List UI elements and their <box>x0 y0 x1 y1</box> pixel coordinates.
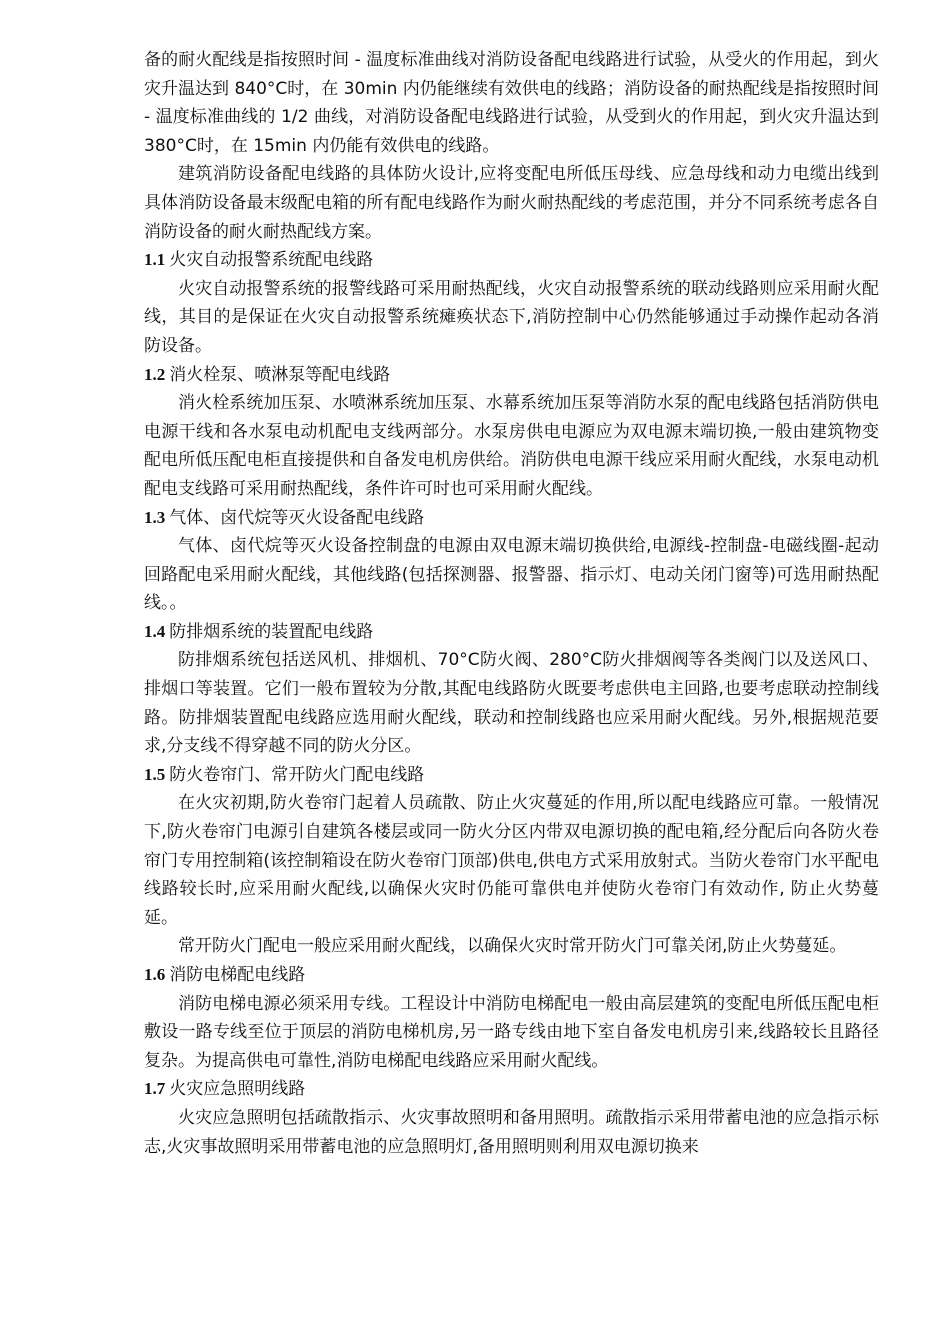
section-title: 消防电梯配电线路 <box>169 965 306 985</box>
section-heading-1-5 <box>144 761 879 790</box>
section-paragraph: 防排烟系统包括送风机、排烟机、70°C防火阀、280°C防火排烟阀等各类阀门以及送风口、排烟口等装置。它们一般布置较为分散,其配电线路防火既要考虑供电主回路,也要考虑联动控制线路。防排烟装置配电线路应选用耐火配线，联动和控制线路也应采用耐火配线。另外,根据规范要求,分支线不得穿越不同的防火分区。 <box>144 650 879 757</box>
section-paragraph: 气体、卤代烷等灭火设备控制盘的电源由双电源末端切换供给,电源线-控制盘-电磁线圈-起动回路配电采用耐火配线，其他线路(包括探测器、报警器、指示灯、电动关闭门窗等)可选用耐热配线。。 <box>144 536 879 614</box>
section-number: 1.5 <box>144 764 166 784</box>
section-paragraph: 火灾应急照明包括疏散指示、火灾事故照明和备用照明。疏散指示采用带蓄电池的应急指示标志,火灾事故照明采用带蓄电池的应急照明灯,备用照明则利用双电源切换来 <box>144 1107 879 1157</box>
section-title: 消火栓泵、喷淋泵等配电线路 <box>169 364 391 385</box>
section-title: 火灾自动报警系统配电线路 <box>169 250 374 271</box>
section-number: 1.1 <box>144 250 166 270</box>
section-number: 1.3 <box>144 507 166 527</box>
section-heading-1-3 <box>144 504 879 533</box>
section-heading-1-2 <box>144 361 879 390</box>
section-paragraph: 消防电梯电源必须采用专线。工程设计中消防电梯配电一般由高层建筑的变配电所低压配电柜敷设一路专线至位于顶层的消防电梯机房,另一路专线由地下室自备发电机房引来,线路较长且路径复杂。为提高供电可靠性,消防电梯配电线路应采用耐火配线。 <box>144 993 879 1071</box>
section-heading-1-6 <box>144 961 879 990</box>
section-heading-1-7 <box>144 1075 879 1104</box>
section-number: 1.7 <box>144 1079 166 1099</box>
section-paragraph: 常开防火门配电一般应采用耐火配线，以确保火灾时常开防火门可靠关闭,防止火势蔓延。 <box>178 936 847 957</box>
section-number: 1.6 <box>144 965 166 984</box>
section-paragraph: 消火栓系统加压泵、水喷淋系统加压泵、水幕系统加压泵等消防水泵的配电线路包括消防供电电源干线和各水泵电动机配电支线两部分。水泵房供电电源应为双电源末端切换,一般由建筑物变配电所低压配电柜直接提供和自备发电机房供给。消防供电电源干线应采用耐火配线，水泵电动机配电支线路可采用耐热配线，条件许可时也可采用耐火配线。 <box>144 393 879 499</box>
document-page <box>144 46 879 1161</box>
section-paragraph: 在火灾初期,防火卷帘门起着人员疏散、防止火灾蔓延的作用,所以配电线路应可靠。一般情况下,防火卷帘门电源引自建筑各楼层或同一防火分区内带双电源切换的配电箱,经分配后向各防火卷帘门专用控制箱(该控制箱设在防火卷帘门顶部)供电,供电方式采用放射式。当防火卷帘门水平配电线路较长时,应采用耐火配线,以确保火灾时仍能可靠供电并使防火卷帘门有效动作, 防止火势蔓延。 <box>144 793 879 928</box>
section-title: 防排烟系统的装置配电线路 <box>169 621 374 642</box>
section-heading-1-4 <box>144 618 879 647</box>
section-heading-1-1 <box>144 246 879 275</box>
section-number: 1.4 <box>144 621 166 641</box>
section-title: 火灾应急照明线路 <box>169 1079 306 1100</box>
section-paragraph: 火灾自动报警系统的报警线路可采用耐热配线，火灾自动报警系统的联动线路则应采用耐火配线，其目的是保证在火灾自动报警系统瘫痪状态下,消防控制中心仍然能够通过手动操作起动各消防设备。 <box>144 278 879 356</box>
section-title: 气体、卤代烷等灭火设备配电线路 <box>169 507 425 528</box>
intro-paragraph-1: 备的耐火配线是指按照时间 - 温度标准曲线对消防设备配电线路进行试验，从受火的作用起，到火灾升温达到 840°C时，在 30min 内仍能继续有效供电的线路；消防设备的耐热配线是指按照时间 - 温度标准曲线的 1/2 曲线，对消防设备配电线路进行试验，从受到火的作用起，到火灾升温达到 380°C时，在 15min 内仍能有效供电的线路。 <box>144 50 879 156</box>
section-title: 防火卷帘门、常开防火门配电线路 <box>169 764 425 785</box>
intro-paragraph-2: 建筑消防设备配电线路的具体防火设计,应将变配电所低压母线、应急母线和动力电缆出线到具体消防设备最末级配电箱的所有配电线路作为耐火耐热配线的考虑范围，并分不同系统考虑各自消防设备的耐火耐热配线方案。 <box>144 164 879 242</box>
section-number: 1.2 <box>144 364 166 384</box>
